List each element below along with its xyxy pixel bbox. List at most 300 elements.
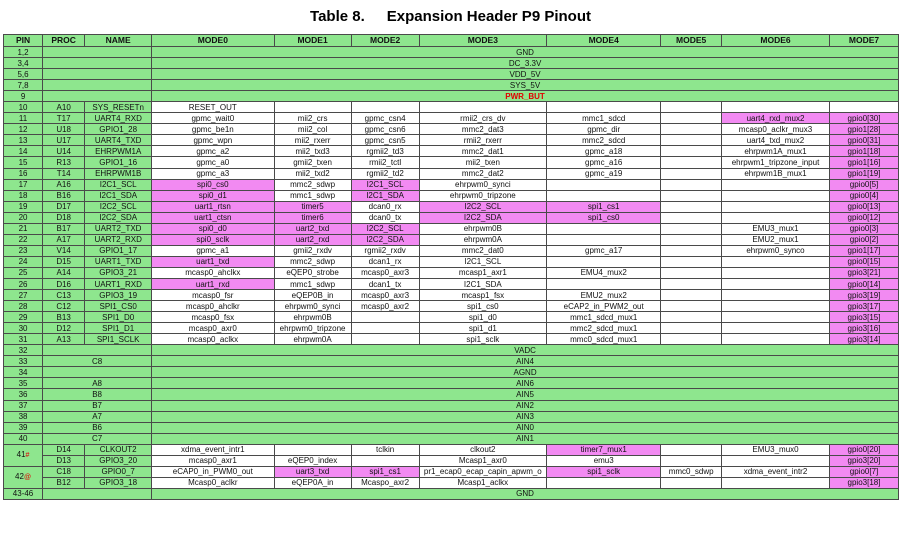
pin-number: 25 [18, 268, 28, 278]
mode1-cell: uart2_txd [274, 223, 351, 234]
pin-number: 18 [18, 191, 28, 201]
mode4-cell: mmc1_sdcd_mux1 [547, 312, 661, 323]
mode6-cell [721, 267, 829, 278]
mode4-cell: mmc2_sdcd_mux1 [547, 323, 661, 334]
name-cell: SPI1_D1 [85, 323, 152, 334]
mode5-cell [661, 113, 722, 124]
pin-cell: 35 [4, 378, 43, 389]
mode1-cell: timer6 [274, 212, 351, 223]
name-cell: EHRPWM1B [85, 168, 152, 179]
mode4-cell: timer7_mux1 [547, 444, 661, 455]
mode5-cell [661, 256, 722, 267]
proc-cell: B6 [43, 422, 152, 433]
mode2-cell: rgmii2_td2 [351, 168, 419, 179]
mode1-cell: mmc1_sdwp [274, 190, 351, 201]
mode5-cell [661, 146, 722, 157]
name-cell: EHRPWM1A [85, 146, 152, 157]
mode4-cell [547, 179, 661, 190]
pin-number: 13 [18, 135, 28, 145]
mode5-cell [661, 168, 722, 179]
mode6-cell [721, 477, 829, 488]
mode7-cell: gpio0[15] [830, 256, 899, 267]
mode3-cell: ehrpwm0B [419, 223, 547, 234]
mode0-cell: gpmc_wait0 [152, 113, 274, 124]
pin-cell: 34 [4, 367, 43, 378]
name-cell: GPIO1_17 [85, 245, 152, 256]
mode5-cell [661, 444, 722, 455]
signal-span-cell [152, 367, 899, 378]
table-row [4, 378, 899, 389]
table-row [4, 422, 899, 433]
mode6-cell: xdma_event_intr2 [721, 466, 829, 477]
pin-cell [4, 113, 43, 124]
table-row [4, 102, 899, 113]
pin-cell [4, 234, 43, 245]
mode3-cell: I2C1_SDA [419, 278, 547, 289]
pin-cell: 38 [4, 411, 43, 422]
pin-cell [4, 267, 43, 278]
proc-cell: B7 [43, 400, 152, 411]
mode7-cell: gpio3[14] [830, 334, 899, 345]
pin-cell [4, 179, 43, 190]
mode0-cell: Mcasp0_aclkr [152, 477, 274, 488]
table-row [4, 69, 899, 80]
proc-cell: B16 [43, 190, 85, 201]
mode7-cell: gpio0[7] [830, 466, 899, 477]
pin-cell: 9 [4, 91, 43, 102]
pin-cell [4, 290, 43, 301]
pin-cell [4, 124, 43, 135]
col-header-mode6: MODE6 [721, 35, 829, 47]
mode5-cell [661, 212, 722, 223]
name-cell: UART4_RXD [85, 113, 152, 124]
mode2-cell: dcan1_rx [351, 256, 419, 267]
signal-label: VADC [514, 345, 536, 355]
mode5-cell [661, 201, 722, 212]
name-cell: SPI1_CS0 [85, 301, 152, 312]
table-row [4, 80, 899, 91]
table-row [4, 455, 899, 466]
mode5-cell [661, 290, 722, 301]
pin-number: 24 [18, 257, 28, 267]
mode5-cell [661, 334, 722, 345]
mode4-cell: spi1_cs1 [547, 201, 661, 212]
pin-cell [4, 256, 43, 267]
table-row [4, 212, 899, 223]
mode3-cell: mii2_txen [419, 157, 547, 168]
mode7-cell: gpio0[30] [830, 113, 899, 124]
mode6-cell [721, 102, 829, 113]
mode7-cell: gpio3[19] [830, 290, 899, 301]
pin-number: 27 [18, 290, 28, 300]
mode4-cell: mmc1_sdcd [547, 113, 661, 124]
mode6-cell: EMU3_mux0 [721, 444, 829, 455]
pin-footnote-mark: # [25, 452, 30, 460]
table-caption: Expansion Header P9 Pinout [386, 8, 591, 25]
signal-span-cell [152, 47, 899, 58]
mode3-cell: mmc2_dat1 [419, 146, 547, 157]
pin-cell [4, 312, 43, 323]
mode7-cell: gpio1[18] [830, 146, 899, 157]
mode6-cell [721, 301, 829, 312]
mode3-cell [419, 102, 547, 113]
pin-number: 21 [18, 224, 28, 234]
table-row [4, 179, 899, 190]
pin-cell [4, 157, 43, 168]
mode3-cell: rmii2_rxerr [419, 135, 547, 146]
signal-span-cell [152, 378, 899, 389]
table-row [4, 301, 899, 312]
mode7-cell: gpio0[31] [830, 135, 899, 146]
mode4-cell: mmc2_sdcd [547, 135, 661, 146]
mode3-cell: ehrpwm0_tripzone [419, 190, 547, 201]
name-cell: GPIO3_21 [85, 267, 152, 278]
pin-number: 19 [18, 202, 28, 212]
mode5-cell [661, 245, 722, 256]
mode2-cell [351, 312, 419, 323]
mode1-cell: mmc1_sdwp [274, 278, 351, 289]
signal-label: AIN6 [516, 378, 534, 388]
proc-cell: B8 [43, 389, 152, 400]
pin-number: 16 [18, 169, 28, 179]
mode6-cell: EMU2_mux1 [721, 234, 829, 245]
mode0-cell: spi0_sclk [152, 234, 274, 245]
mode7-cell: gpio0[12] [830, 212, 899, 223]
table-row [4, 91, 899, 102]
proc-cell: T17 [43, 113, 85, 124]
mode0-cell: uart1_ctsn [152, 212, 274, 223]
table-row [4, 433, 899, 444]
mode7-cell: gpio1[19] [830, 168, 899, 179]
mode5-cell [661, 179, 722, 190]
col-header-mode5: MODE5 [661, 35, 722, 47]
proc-cell: B12 [43, 477, 85, 488]
proc-cell: U17 [43, 135, 85, 146]
signal-label: AGND [513, 367, 537, 377]
signal-span-cell [152, 400, 899, 411]
mode3-cell: mcasp1_fsx [419, 290, 547, 301]
pin-cell: 7,8 [4, 80, 43, 91]
pin-number: 10 [18, 102, 28, 112]
mode2-cell: spi1_cs1 [351, 466, 419, 477]
mode7-cell: gpio0[14] [830, 278, 899, 289]
pin-cell: 40 [4, 433, 43, 444]
pin-cell [4, 278, 43, 289]
mode5-cell [661, 223, 722, 234]
pin-footnote-mark: @ [23, 474, 32, 482]
pin-cell [4, 245, 43, 256]
pin-number: 42 [15, 472, 24, 482]
mode3-cell: mmc2_dat2 [419, 168, 547, 179]
proc-cell [43, 367, 152, 378]
name-cell: UART2_RXD [85, 234, 152, 245]
col-header-mode3: MODE3 [419, 35, 547, 47]
mode3-cell: spi1_cs0 [419, 301, 547, 312]
pin-number: 31 [18, 334, 28, 344]
table-row [4, 223, 899, 234]
name-cell: GPIO1_28 [85, 124, 152, 135]
mode6-cell [721, 312, 829, 323]
mode4-cell: gpmc_a19 [547, 168, 661, 179]
mode7-cell: gpio0[3] [830, 223, 899, 234]
name-cell: SPI1_D0 [85, 312, 152, 323]
table-row [4, 124, 899, 135]
mode6-cell [721, 334, 829, 345]
proc-cell [43, 69, 152, 80]
pin-cell [4, 323, 43, 334]
mode1-cell [274, 444, 351, 455]
signal-label: SYS_5V [509, 80, 541, 90]
mode2-cell: rgmii2_td3 [351, 146, 419, 157]
mode4-cell: gpmc_a17 [547, 245, 661, 256]
table-row [4, 267, 899, 278]
signal-span-cell [152, 69, 899, 80]
mode4-cell: gpmc_a16 [547, 157, 661, 168]
table-row [4, 190, 899, 201]
mode0-cell: mcasp0_fsr [152, 290, 274, 301]
mode4-cell [547, 102, 661, 113]
mode1-cell: mii2_crs [274, 113, 351, 124]
proc-cell [43, 58, 152, 69]
pin-number: 11 [18, 113, 28, 123]
proc-cell [43, 91, 152, 102]
mode4-cell [547, 278, 661, 289]
mode5-cell [661, 455, 722, 466]
proc-cell: D16 [43, 278, 85, 289]
mode5-cell [661, 267, 722, 278]
mode2-cell: tclkin [351, 444, 419, 455]
mode5-cell: mmc0_sdwp [661, 466, 722, 477]
mode4-cell [547, 234, 661, 245]
mode3-cell: mcasp1_axr1 [419, 267, 547, 278]
table-row [4, 135, 899, 146]
pin-cell [4, 301, 43, 312]
mode4-cell: gpmc_dir [547, 124, 661, 135]
proc-cell: B17 [43, 223, 85, 234]
mode5-cell [661, 157, 722, 168]
mode6-cell: mcasp0_aclkr_mux3 [721, 124, 829, 135]
mode1-cell: ehrpwm0A [274, 334, 351, 345]
mode6-cell [721, 190, 829, 201]
mode5-cell [661, 323, 722, 334]
proc-cell: D14 [43, 444, 85, 455]
table-row [4, 367, 899, 378]
table-row [4, 356, 899, 367]
pin-number: 14 [18, 146, 28, 156]
mode6-cell [721, 201, 829, 212]
name-cell: GPIO3_18 [85, 477, 152, 488]
signal-label: AIN0 [516, 423, 534, 433]
mode0-cell: eCAP0_in_PWM0_out [152, 466, 274, 477]
mode2-cell: I2C1_SCL [351, 179, 419, 190]
pin-cell: 37 [4, 400, 43, 411]
proc-cell: R13 [43, 157, 85, 168]
signal-span-cell [152, 91, 899, 102]
pin-cell: 32 [4, 345, 43, 356]
proc-cell: D12 [43, 323, 85, 334]
mode1-cell: gmii2_rxdv [274, 245, 351, 256]
proc-cell [43, 47, 152, 58]
name-cell: SPI1_SCLK [85, 334, 152, 345]
mode1-cell: gmii2_txen [274, 157, 351, 168]
proc-cell [43, 345, 152, 356]
table-row [4, 256, 899, 267]
mode4-cell: emu3 [547, 455, 661, 466]
table-row [4, 466, 899, 477]
signal-span-cell [152, 422, 899, 433]
proc-cell: D15 [43, 256, 85, 267]
pin-cell [4, 146, 43, 157]
mode0-cell: spi0_cs0 [152, 179, 274, 190]
pin-cell [4, 334, 43, 345]
mode0-cell: mcasp0_axr0 [152, 323, 274, 334]
mode2-cell: rgmii2_rxdv [351, 245, 419, 256]
mode5-cell [661, 234, 722, 245]
mode1-cell: ehrpwm0B [274, 312, 351, 323]
mode4-cell: spi1_sclk [547, 466, 661, 477]
proc-cell: C7 [43, 433, 152, 444]
table-number: Table 8. [310, 8, 365, 25]
table-row [4, 157, 899, 168]
table-row [4, 278, 899, 289]
pin-cell [4, 212, 43, 223]
mode7-cell: gpio0[13] [830, 201, 899, 212]
signal-span-cell [152, 433, 899, 444]
mode1-cell: eQEP0_strobe [274, 267, 351, 278]
col-header-mode7: MODE7 [830, 35, 899, 47]
pin-cell [4, 223, 43, 234]
mode0-cell: mcasp0_ahclkr [152, 301, 274, 312]
mode2-cell: rmii2_tctl [351, 157, 419, 168]
name-cell: I2C1_SCL [85, 179, 152, 190]
table-title [0, 0, 901, 30]
mode3-cell: Mcasp1_aclkx [419, 477, 547, 488]
table-row [4, 444, 899, 455]
mode1-cell: timer5 [274, 201, 351, 212]
mode7-cell: gpio1[28] [830, 124, 899, 135]
name-cell: SYS_RESETn [85, 102, 152, 113]
pin-cell: 1,2 [4, 47, 43, 58]
mode6-cell [721, 212, 829, 223]
proc-cell: B13 [43, 312, 85, 323]
pin-cell: 43-46 [4, 488, 43, 499]
table-row [4, 234, 899, 245]
pin-cell: 5,6 [4, 69, 43, 80]
mode3-cell: I2C2_SCL [419, 201, 547, 212]
mode2-cell: mcasp0_axr3 [351, 290, 419, 301]
col-header-name: NAME [85, 35, 152, 47]
mode1-cell: eQEP0B_in [274, 290, 351, 301]
mode6-cell [721, 256, 829, 267]
table-row [4, 411, 899, 422]
proc-cell: U14 [43, 146, 85, 157]
table-row [4, 389, 899, 400]
mode2-cell [351, 455, 419, 466]
mode7-cell: gpio0[20] [830, 444, 899, 455]
name-cell: I2C2_SDA [85, 212, 152, 223]
name-cell: I2C1_SDA [85, 190, 152, 201]
mode5-cell [661, 102, 722, 113]
name-cell: GPIO3_20 [85, 455, 152, 466]
pin-cell [4, 168, 43, 179]
name-cell: I2C2_SCL [85, 201, 152, 212]
pin-number: 12 [18, 124, 28, 134]
mode7-cell: gpio3[20] [830, 455, 899, 466]
mode1-cell: mmc2_sdwp [274, 179, 351, 190]
mode0-cell: uart1_rxd [152, 278, 274, 289]
mode2-cell: I2C2_SCL [351, 223, 419, 234]
mode3-cell: ehrpwm0A [419, 234, 547, 245]
mode0-cell: mcasp0_aclkx [152, 334, 274, 345]
mode2-cell: mcasp0_axr3 [351, 267, 419, 278]
mode3-cell: mmc2_dat0 [419, 245, 547, 256]
mode2-cell [351, 334, 419, 345]
proc-cell: A8 [43, 378, 152, 389]
signal-span-cell [152, 411, 899, 422]
mode1-cell: mii2_txd2 [274, 168, 351, 179]
pin-cell [4, 444, 43, 466]
table-row [4, 488, 899, 499]
mode0-cell: xdma_event_intr1 [152, 444, 274, 455]
mode7-cell: gpio0[2] [830, 234, 899, 245]
mode0-cell: mcasp0_axr1 [152, 455, 274, 466]
signal-label: VDD_5V [509, 69, 541, 79]
mode1-cell [274, 102, 351, 113]
table-row [4, 312, 899, 323]
proc-cell: D17 [43, 201, 85, 212]
proc-cell: A7 [43, 411, 152, 422]
mode3-cell: mmc2_dat3 [419, 124, 547, 135]
mode5-cell [661, 135, 722, 146]
col-header-mode4: MODE4 [547, 35, 661, 47]
mode2-cell: mcasp0_axr2 [351, 301, 419, 312]
mode4-cell [547, 477, 661, 488]
signal-label: AIN4 [516, 356, 534, 366]
mode7-cell: gpio3[18] [830, 477, 899, 488]
proc-cell: U18 [43, 124, 85, 135]
mode6-cell: EMU3_mux1 [721, 223, 829, 234]
mode2-cell: Mcaspo_axr2 [351, 477, 419, 488]
proc-cell: A10 [43, 102, 85, 113]
proc-cell [43, 488, 152, 499]
mode4-cell: mmc0_sdcd_mux1 [547, 334, 661, 345]
proc-cell: T14 [43, 168, 85, 179]
table-row [4, 58, 899, 69]
signal-label: AIN1 [516, 434, 534, 444]
mode1-cell: mii2_col [274, 124, 351, 135]
pin-cell [4, 466, 43, 488]
mode2-cell: I2C2_SDA [351, 234, 419, 245]
mode0-cell: uart1_txd [152, 256, 274, 267]
mode5-cell [661, 312, 722, 323]
mode4-cell [547, 223, 661, 234]
table-row [4, 334, 899, 345]
pinout-table [3, 34, 899, 500]
col-header-proc: PROC [43, 35, 85, 47]
col-header-mode1: MODE1 [274, 35, 351, 47]
mode3-cell: I2C2_SDA [419, 212, 547, 223]
proc-cell: D13 [43, 455, 85, 466]
mode3-cell: clkout2 [419, 444, 547, 455]
pin-number: 41 [16, 450, 26, 460]
mode2-cell: dcan1_tx [351, 278, 419, 289]
signal-label: GND [516, 47, 534, 57]
signal-span-cell [152, 80, 899, 91]
proc-cell: C12 [43, 301, 85, 312]
mode0-cell: mcasp0_fsx [152, 312, 274, 323]
pin-cell: 39 [4, 422, 43, 433]
mode6-cell: ehrpwm1_tripzone_input [721, 157, 829, 168]
